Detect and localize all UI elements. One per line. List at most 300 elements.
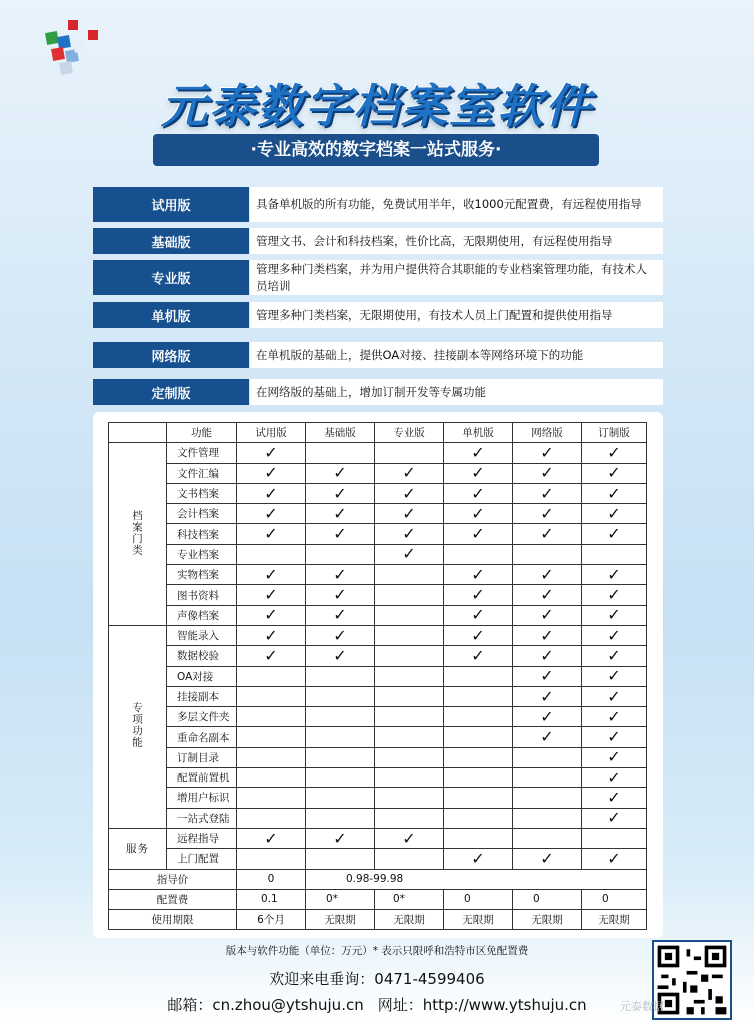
table-row: [109, 443, 647, 463]
check-icon: ✓: [471, 483, 485, 503]
empty-cell: [375, 747, 444, 767]
check-cell: [444, 646, 513, 666]
empty-cell: [444, 788, 513, 808]
check-cell: [444, 463, 513, 483]
check-cell: [582, 768, 647, 788]
version-label: 基础版: [93, 228, 249, 254]
table-row: [109, 808, 647, 828]
check-icon: ✓: [607, 625, 621, 645]
term-row: [109, 910, 647, 930]
check-icon: ✓: [607, 503, 621, 523]
table-row: [109, 585, 647, 605]
phone-line: 欢迎来电垂询：0471-4599406: [269, 970, 485, 988]
term-value: 无限期: [375, 910, 444, 930]
check-icon: ✓: [264, 463, 278, 483]
check-icon: ✓: [264, 564, 278, 584]
feature-name: 重命名副本: [167, 727, 237, 747]
check-cell: [306, 585, 375, 605]
check-cell: [513, 483, 582, 503]
feature-name: 一站式登陆: [167, 808, 237, 828]
table-row: [109, 565, 647, 585]
check-cell: [582, 504, 647, 524]
check-icon: ✓: [540, 666, 554, 686]
feature-matrix-table: [108, 422, 647, 930]
empty-cell: [513, 544, 582, 564]
check-icon: ✓: [540, 463, 554, 483]
column-header: 试用版: [237, 423, 306, 443]
check-icon: ✓: [540, 727, 554, 747]
fee-value: 0: [444, 889, 513, 909]
table-row: [109, 544, 647, 564]
empty-cell: [375, 686, 444, 706]
check-cell: [306, 504, 375, 524]
empty-cell: [375, 788, 444, 808]
check-cell: [306, 605, 375, 625]
fee-label: 配置费: [109, 889, 237, 909]
check-cell: [444, 565, 513, 585]
check-icon: ✓: [264, 483, 278, 503]
check-cell: [582, 443, 647, 463]
check-icon: ✓: [607, 767, 621, 787]
check-icon: ✓: [607, 564, 621, 584]
check-icon: ✓: [607, 808, 621, 828]
feature-name: 专业档案: [167, 544, 237, 564]
check-cell: [582, 524, 647, 544]
version-desc: 在网络版的基础上，增加订制开发等专属功能: [250, 379, 663, 405]
check-icon: ✓: [540, 524, 554, 544]
feature-name: 增用户标识: [167, 788, 237, 808]
check-icon: ✓: [264, 442, 278, 462]
empty-cell: [237, 727, 306, 747]
empty-cell: [375, 768, 444, 788]
check-icon: ✓: [402, 483, 416, 503]
check-icon: ✓: [607, 442, 621, 462]
empty-cell: [444, 747, 513, 767]
check-cell: [513, 605, 582, 625]
check-icon: ✓: [333, 483, 347, 503]
empty-cell: [375, 666, 444, 686]
check-cell: [582, 686, 647, 706]
term-value: 无限期: [513, 910, 582, 930]
column-header: 网络版: [513, 423, 582, 443]
check-cell: [582, 747, 647, 767]
empty-cell: [237, 707, 306, 727]
empty-cell: [306, 747, 375, 767]
check-icon: ✓: [540, 483, 554, 503]
empty-cell: [237, 544, 306, 564]
check-cell: [513, 565, 582, 585]
check-cell: [513, 849, 582, 869]
version-desc: 具备单机版的所有功能，免费试用半年，收1000元配置费，有远程使用指导: [250, 187, 663, 222]
fee-value: 0: [513, 889, 582, 909]
header-blank: [109, 423, 167, 443]
empty-cell: [375, 585, 444, 605]
check-cell: [306, 646, 375, 666]
check-cell: [237, 565, 306, 585]
check-icon: ✓: [540, 605, 554, 625]
table-row: [109, 463, 647, 483]
check-icon: ✓: [264, 605, 278, 625]
table-row: [109, 625, 647, 645]
table-row: [109, 747, 647, 767]
feature-name: 实物档案: [167, 565, 237, 585]
version-row: [93, 260, 663, 295]
group-label-text: 档案门类: [131, 509, 143, 556]
check-cell: [375, 504, 444, 524]
empty-cell: [444, 808, 513, 828]
feature-name: 声像档案: [167, 605, 237, 625]
empty-cell: [444, 727, 513, 747]
check-cell: [306, 483, 375, 503]
check-cell: [444, 443, 513, 463]
check-icon: ✓: [264, 503, 278, 523]
empty-cell: [375, 443, 444, 463]
version-label: 专业版: [93, 260, 249, 295]
version-label: 网络版: [93, 342, 249, 368]
check-cell: [237, 463, 306, 483]
check-icon: ✓: [471, 848, 485, 868]
check-icon: ✓: [333, 828, 347, 848]
column-header: 单机版: [444, 423, 513, 443]
version-label: 单机版: [93, 302, 249, 328]
check-cell: [513, 463, 582, 483]
check-cell: [237, 483, 306, 503]
check-icon: ✓: [264, 828, 278, 848]
check-cell: [513, 646, 582, 666]
check-icon: ✓: [540, 503, 554, 523]
table-row: [109, 483, 647, 503]
feature-name: OA对接: [167, 666, 237, 686]
check-icon: ✓: [540, 564, 554, 584]
table-row: [109, 768, 647, 788]
subtitle-banner: ·专业高效的数字档案一站式服务·: [153, 134, 599, 166]
check-icon: ✓: [540, 706, 554, 726]
feature-name: 配置前置机: [167, 768, 237, 788]
check-cell: [513, 727, 582, 747]
check-cell: [582, 666, 647, 686]
check-cell: [237, 828, 306, 848]
check-icon: ✓: [540, 625, 554, 645]
check-cell: [444, 524, 513, 544]
check-icon: ✓: [607, 585, 621, 605]
price-label: 指导价: [109, 869, 237, 889]
empty-cell: [513, 828, 582, 848]
check-icon: ✓: [607, 524, 621, 544]
fee-row: [109, 889, 647, 909]
feature-name: 订制目录: [167, 747, 237, 767]
check-cell: [513, 585, 582, 605]
check-icon: ✓: [333, 625, 347, 645]
check-cell: [237, 625, 306, 645]
price-row: [109, 869, 647, 889]
check-icon: ✓: [333, 503, 347, 523]
empty-cell: [375, 727, 444, 747]
empty-cell: [444, 828, 513, 848]
feature-name: 智能录入: [167, 625, 237, 645]
empty-cell: [306, 727, 375, 747]
check-cell: [237, 443, 306, 463]
check-cell: [582, 625, 647, 645]
empty-cell: [237, 686, 306, 706]
feature-name: 文件管理: [167, 443, 237, 463]
table-row: [109, 828, 647, 848]
check-icon: ✓: [540, 442, 554, 462]
term-value: 无限期: [444, 910, 513, 930]
check-cell: [513, 504, 582, 524]
feature-name: 科技档案: [167, 524, 237, 544]
check-cell: [582, 463, 647, 483]
check-cell: [306, 524, 375, 544]
check-icon: ✓: [471, 524, 485, 544]
empty-cell: [306, 544, 375, 564]
term-label: 使用期限: [109, 910, 237, 930]
table-row: [109, 707, 647, 727]
check-cell: [582, 605, 647, 625]
empty-cell: [444, 768, 513, 788]
check-cell: [375, 483, 444, 503]
group-label: [109, 828, 167, 869]
column-header: 专业版: [375, 423, 444, 443]
empty-cell: [306, 686, 375, 706]
check-icon: ✓: [540, 585, 554, 605]
check-cell: [237, 504, 306, 524]
check-cell: [582, 727, 647, 747]
check-icon: ✓: [471, 503, 485, 523]
empty-cell: [444, 686, 513, 706]
version-desc: 管理文书、会计和科技档案，性价比高，无限期使用，有远程使用指导: [250, 228, 663, 254]
check-cell: [444, 585, 513, 605]
version-row: [93, 342, 663, 368]
fee-value: 0.1: [237, 889, 306, 909]
version-desc: 管理多种门类档案，并为用户提供符合其职能的专业档案管理功能，有技术人员培训: [250, 260, 663, 295]
email-text[interactable]: 邮箱：cn.zhou@ytshuju.cn: [167, 996, 364, 1014]
check-icon: ✓: [471, 463, 485, 483]
check-icon: ✓: [333, 463, 347, 483]
check-icon: ✓: [607, 666, 621, 686]
empty-cell: [306, 808, 375, 828]
table-row: [109, 788, 647, 808]
check-cell: [513, 707, 582, 727]
feature-name: 文书档案: [167, 483, 237, 503]
empty-cell: [306, 788, 375, 808]
check-cell: [375, 463, 444, 483]
empty-cell: [237, 768, 306, 788]
check-cell: [513, 686, 582, 706]
check-cell: [375, 524, 444, 544]
check-cell: [306, 828, 375, 848]
table-row: [109, 646, 647, 666]
feature-name: 数据校验: [167, 646, 237, 666]
check-icon: ✓: [471, 442, 485, 462]
group-label-text: 服务: [126, 843, 149, 856]
empty-cell: [306, 849, 375, 869]
price-range: 0.98-99.98: [306, 869, 647, 889]
check-cell: [444, 483, 513, 503]
check-cell: [444, 849, 513, 869]
check-cell: [513, 524, 582, 544]
check-cell: [444, 605, 513, 625]
check-icon: ✓: [607, 645, 621, 665]
empty-cell: [513, 747, 582, 767]
watermark: 元泰数据: [620, 1000, 664, 1013]
term-value: 6个月: [237, 910, 306, 930]
version-row: [93, 187, 663, 222]
check-icon: ✓: [333, 524, 347, 544]
check-icon: ✓: [402, 503, 416, 523]
check-icon: ✓: [471, 645, 485, 665]
check-cell: [375, 544, 444, 564]
check-cell: [582, 646, 647, 666]
check-cell: [582, 808, 647, 828]
version-desc: 管理多种门类档案，无限期使用，有技术人员上门配置和提供使用指导: [250, 302, 663, 328]
empty-cell: [444, 666, 513, 686]
check-icon: ✓: [333, 645, 347, 665]
empty-cell: [375, 625, 444, 645]
check-icon: ✓: [471, 605, 485, 625]
feature-name: 多层文件夹: [167, 707, 237, 727]
fee-value: 0*: [375, 889, 444, 909]
check-icon: ✓: [333, 564, 347, 584]
term-value: 无限期: [306, 910, 375, 930]
check-cell: [306, 565, 375, 585]
version-row: [93, 379, 663, 405]
column-header: 基础版: [306, 423, 375, 443]
empty-cell: [375, 646, 444, 666]
check-cell: [582, 483, 647, 503]
check-icon: ✓: [471, 564, 485, 584]
check-icon: ✓: [471, 625, 485, 645]
check-icon: ✓: [607, 483, 621, 503]
check-icon: ✓: [540, 848, 554, 868]
check-icon: ✓: [607, 686, 621, 706]
logo-cubes-icon: [42, 18, 106, 78]
check-cell: [513, 625, 582, 645]
check-cell: [306, 463, 375, 483]
feature-name: 图书资料: [167, 585, 237, 605]
table-row: [109, 686, 647, 706]
fee-value: 0*: [306, 889, 375, 909]
footnote: 版本与软件功能（单位：万元）* 表示只限呼和浩特市区免配置费: [225, 945, 529, 957]
qr-code-icon[interactable]: [652, 940, 732, 1020]
version-label: 定制版: [93, 379, 249, 405]
check-icon: ✓: [402, 828, 416, 848]
version-label: 试用版: [93, 187, 249, 222]
check-icon: ✓: [264, 585, 278, 605]
feature-name: 文件汇编: [167, 463, 237, 483]
empty-cell: [375, 849, 444, 869]
empty-cell: [237, 808, 306, 828]
check-cell: [513, 443, 582, 463]
feature-name: 挂接副本: [167, 686, 237, 706]
empty-cell: [513, 788, 582, 808]
table-row: [109, 605, 647, 625]
check-icon: ✓: [264, 524, 278, 544]
check-cell: [582, 585, 647, 605]
empty-cell: [375, 605, 444, 625]
check-cell: [513, 666, 582, 686]
empty-cell: [513, 808, 582, 828]
version-desc: 在单机版的基础上，提供OA对接、挂接副本等网络环境下的功能: [250, 342, 663, 368]
table-row: [109, 849, 647, 869]
empty-cell: [237, 666, 306, 686]
group-label: [109, 443, 167, 626]
check-icon: ✓: [402, 463, 416, 483]
check-icon: ✓: [540, 686, 554, 706]
check-icon: ✓: [607, 848, 621, 868]
empty-cell: [306, 443, 375, 463]
group-label-text: 专项功能: [131, 702, 143, 749]
check-icon: ✓: [607, 747, 621, 767]
empty-cell: [237, 747, 306, 767]
check-icon: ✓: [264, 625, 278, 645]
term-value: 无限期: [582, 910, 647, 930]
check-cell: [444, 504, 513, 524]
column-header: 功能: [167, 423, 237, 443]
empty-cell: [513, 768, 582, 788]
feature-name: 远程指导: [167, 828, 237, 848]
empty-cell: [237, 788, 306, 808]
empty-cell: [444, 707, 513, 727]
empty-cell: [237, 849, 306, 869]
check-icon: ✓: [607, 605, 621, 625]
column-header: 订制版: [582, 423, 647, 443]
check-icon: ✓: [607, 463, 621, 483]
empty-cell: [306, 666, 375, 686]
check-cell: [444, 625, 513, 645]
table-row: [109, 504, 647, 524]
empty-cell: [582, 544, 647, 564]
empty-cell: [582, 828, 647, 848]
table-row: [109, 666, 647, 686]
check-icon: ✓: [402, 544, 416, 564]
table-header-row: [109, 423, 647, 443]
empty-cell: [306, 707, 375, 727]
group-label: [109, 625, 167, 828]
feature-name: 会计档案: [167, 504, 237, 524]
empty-cell: [306, 768, 375, 788]
check-cell: [582, 849, 647, 869]
check-icon: ✓: [402, 524, 416, 544]
empty-cell: [375, 808, 444, 828]
check-cell: [237, 524, 306, 544]
feature-name: 上门配置: [167, 849, 237, 869]
check-icon: ✓: [607, 787, 621, 807]
check-icon: ✓: [607, 706, 621, 726]
fee-value: 0: [582, 889, 647, 909]
check-cell: [237, 646, 306, 666]
check-cell: [237, 585, 306, 605]
website-link[interactable]: 网址：http://www.ytshuju.cn: [377, 996, 587, 1014]
check-cell: [306, 625, 375, 645]
check-icon: ✓: [333, 585, 347, 605]
empty-cell: [375, 707, 444, 727]
table-row: [109, 727, 647, 747]
check-icon: ✓: [471, 585, 485, 605]
check-icon: ✓: [264, 645, 278, 665]
check-icon: ✓: [540, 645, 554, 665]
check-cell: [582, 565, 647, 585]
page-title: 元泰数字档案室软件: [161, 79, 593, 133]
check-cell: [582, 707, 647, 727]
check-icon: ✓: [607, 727, 621, 747]
check-cell: [237, 605, 306, 625]
empty-cell: [375, 565, 444, 585]
version-row: [93, 228, 663, 254]
check-cell: [375, 828, 444, 848]
table-row: [109, 524, 647, 544]
check-cell: [582, 788, 647, 808]
empty-cell: [444, 544, 513, 564]
